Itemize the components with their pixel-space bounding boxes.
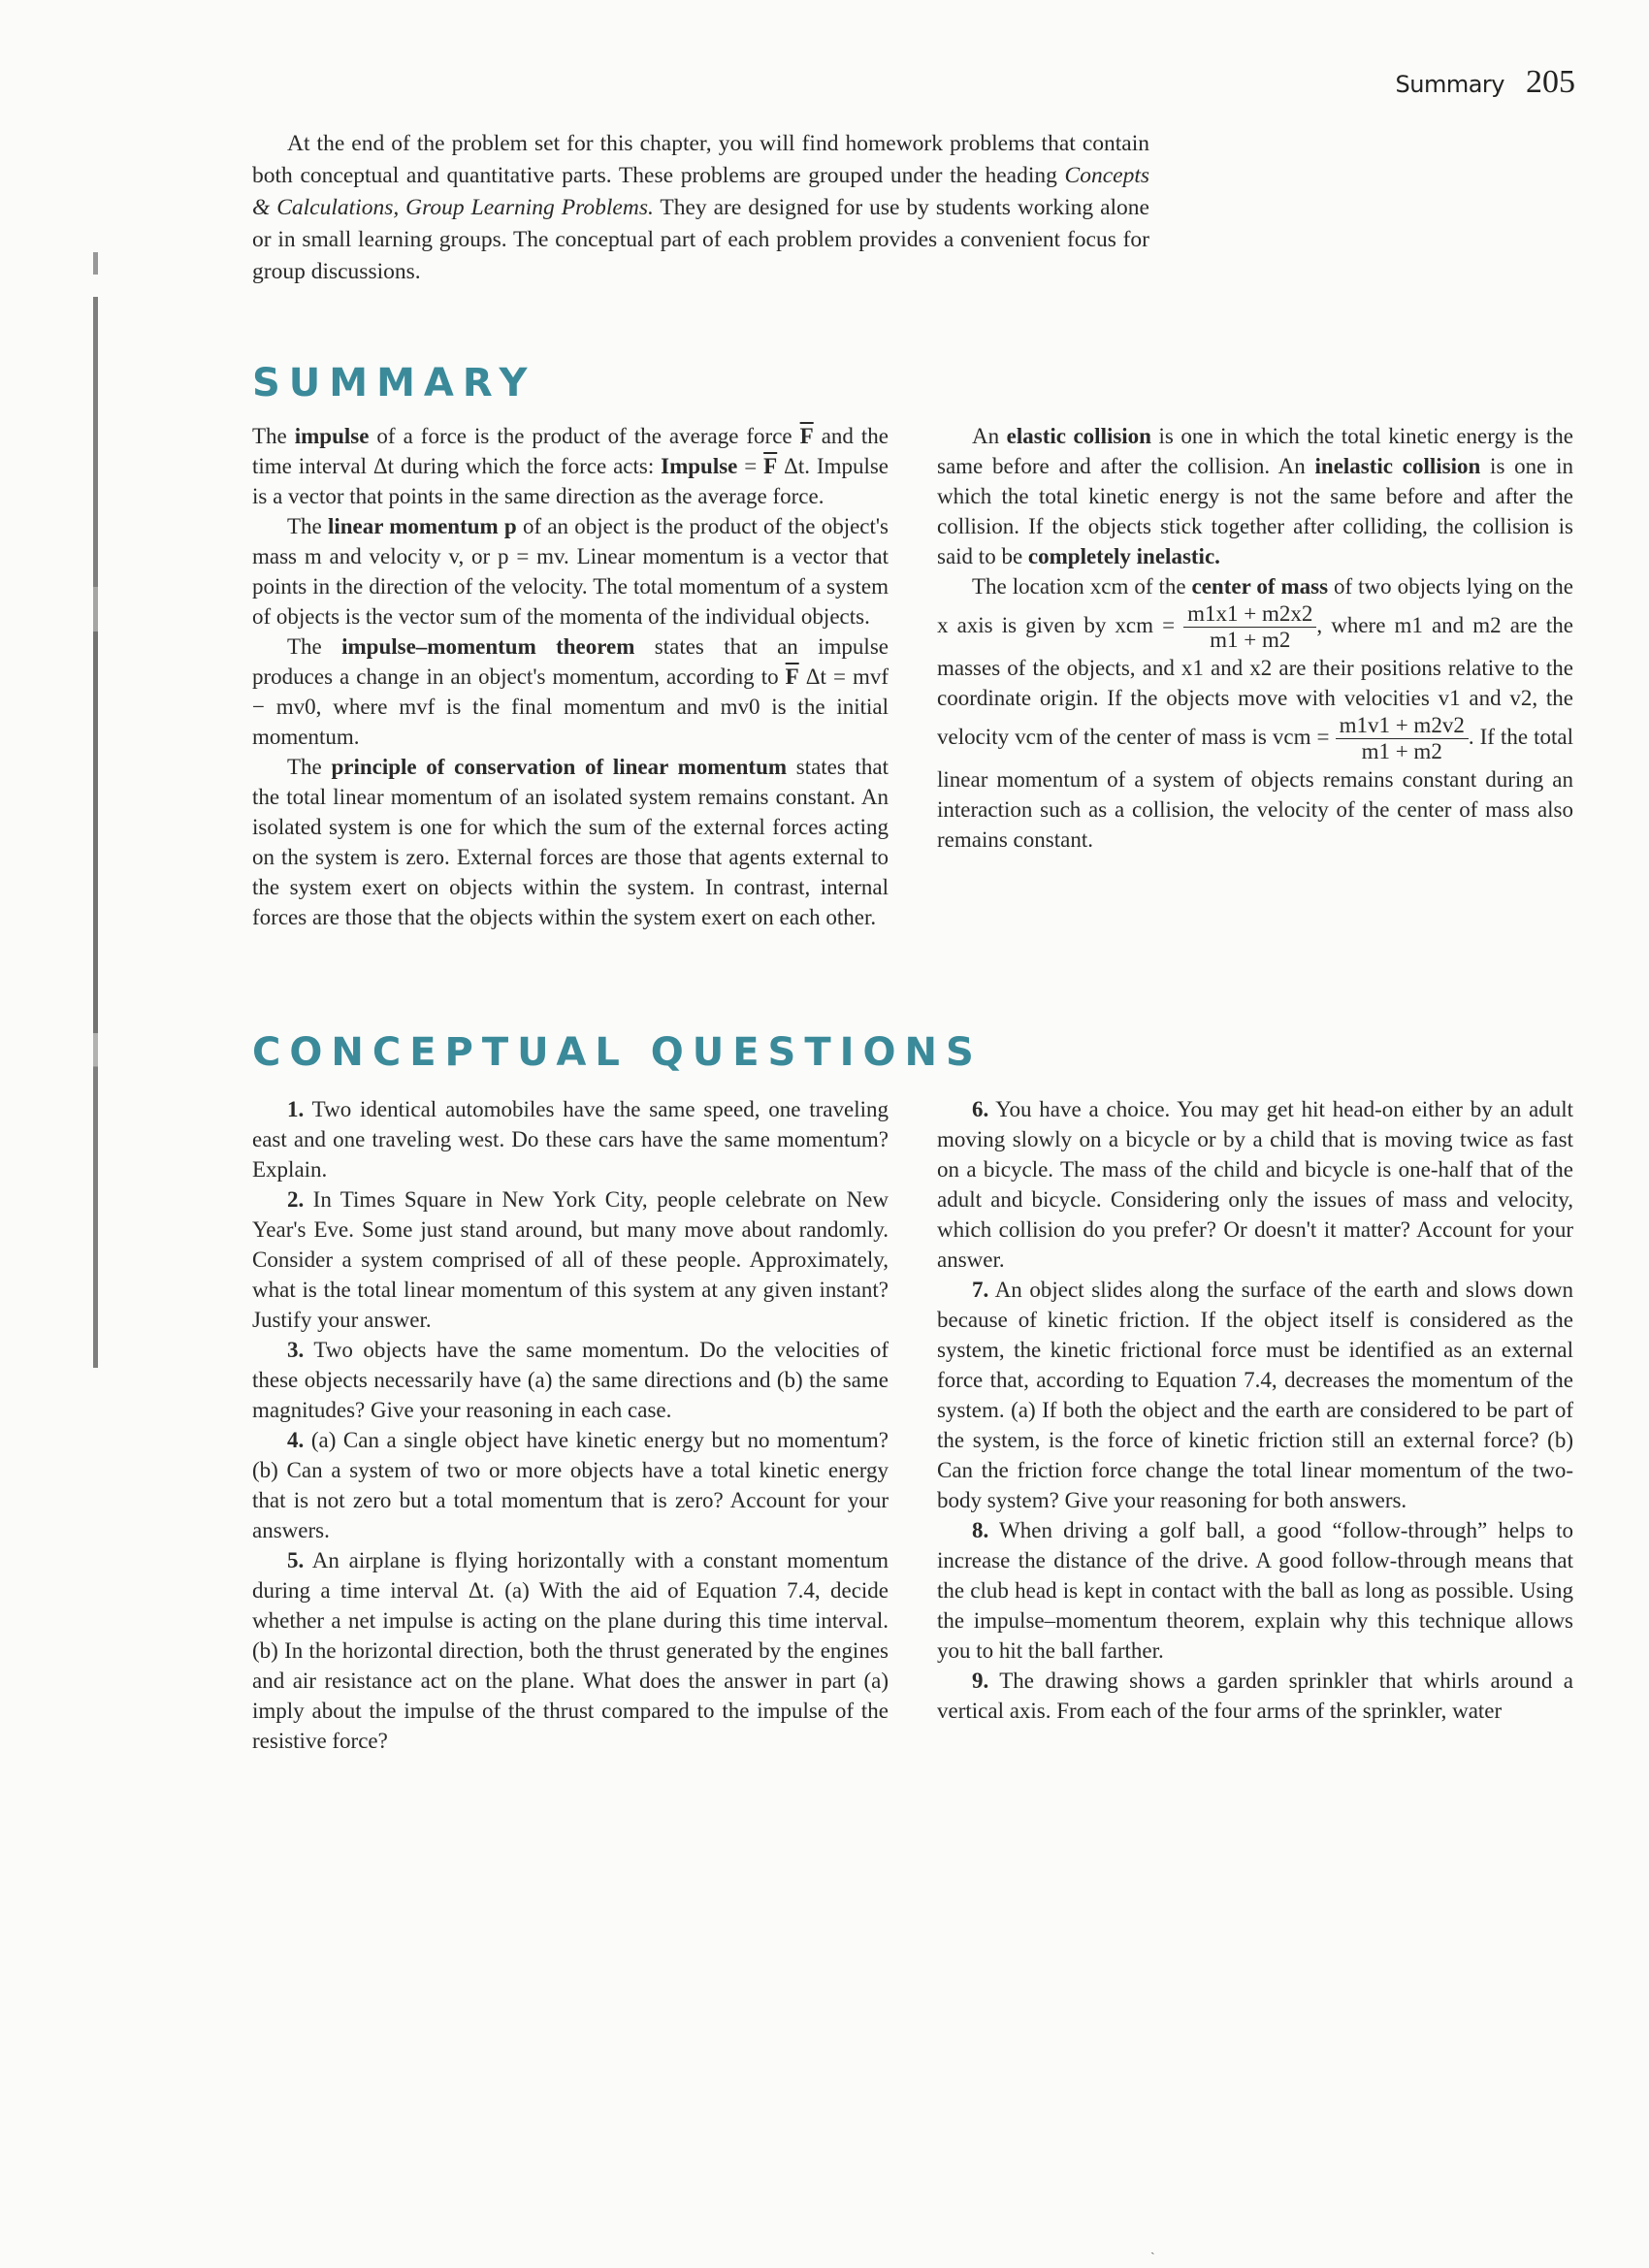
question-item: 9. The drawing shows a garden sprinkler that whirls around a vertical axis. From each of the four arms of the sprinkler, water: [937, 1669, 1573, 1723]
center-of-mass-position-formula: $\frac{m1x1 + m2x2}{m1 + m2}$: [1183, 601, 1316, 653]
intro-text: At the end of the problem set for this chapter, you will find homework problems that contain both conceptual and quantitative parts. These problems are grouped under the heading: [252, 131, 1149, 188]
summary-paragraph-momentum: The linear momentum p of an object is the product of the object's mass m and velocity v, or p = mv. Linear momentum is a vector that points in the direction of the velocity. The total momentum of a system of objects is the vector sum of the momenta of the individual objects.: [252, 514, 889, 629]
center-of-mass-velocity-formula: $\frac{m1v1 + m2v2}{m1 + m2}$: [1336, 713, 1469, 764]
page-number: 205: [1526, 64, 1575, 100]
term-conservation-of-momentum: principle of conservation of linear momentum: [331, 755, 788, 779]
questions-column-left: [252, 1094, 889, 1756]
term-linear-momentum: linear momentum p: [327, 514, 517, 538]
intro-paragraph: [252, 128, 1149, 288]
question-item: 8. When driving a golf ball, a good “follow-through” helps to increase the distance of the drive. A good follow-through means that the club head is kept in contact with the ball as long as possible. Using the impulse–momentum theorem, explain why this technique allows you to hit the ball farther.: [937, 1518, 1573, 1663]
question-item: 2. In Times Square in New York City, people celebrate on New Year's Eve. Some just stand around, but many move about randomly. Consider a system comprised of all of these people. Approximately, what is the total linear momentum of this system at any given instant? Justify your answer.: [252, 1187, 889, 1332]
conceptual-questions-heading: CONCEPTUAL QUESTIONS: [252, 1030, 983, 1075]
summary-heading: SUMMARY: [252, 361, 536, 405]
term-elastic-collision: elastic collision: [1006, 424, 1151, 448]
summary-paragraph-theorem: The impulse–momentum theorem states that an impulse produces a change in an object's momentum, according to $\overline{F}$ Δt = mvf − mv0, where mvf is the final momentum and mv0 is the initial momentum.: [252, 634, 889, 749]
question-item: 7. An object slides along the surface of the earth and slows down because of kinetic friction. If the object itself is considered as the system, the kinetic frictional force must be identified as an external force that, according to Equation 7.4, decreases the momentum of the system. (a) If both the object and the earth are considered to be part of the system, is the force of kinetic friction still an external force? (b) Can the friction force change the total linear momentum of the two-body system? Give your reasoning for both answers.: [937, 1278, 1574, 1512]
summary-column-left: [252, 421, 889, 932]
summary-paragraph-center-of-mass: The location xcm of the center of mass of two objects lying on the x axis is given by xcm = $\frac{m1x1 + m2x2}{m1 + m2}$ , where m1 and m2 are the masses of the objects, and x1 and x2 are their positions relative to the coordinate origin. If the objects move with velocities v1 and v2, the velocity vcm of the center of mass is vcm = $\frac{m1v1 + m2v2}{m1 + m2}$ . If the total linear momentum of a system of objects remains constant during an interaction such as a collision, the velocity of the center of mass also remains constant.: [937, 574, 1573, 852]
summary-paragraph-impulse: The impulse of a force is the product of the average force $\overline{F}$ and the time interval Δt during which the force acts: Impulse = $\overline{F}$ Δt. Impulse is a vector that points in the same direction as the average force.: [252, 424, 889, 508]
intro-text-continued: They are designed for use by students working alone or in small learning groups. The conceptual part of each problem provides a convenient focus for group discussions.: [252, 195, 1149, 284]
summary-paragraph-conservation: The principle of conservation of linear momentum states that the total linear momentum of an isolated system remains constant. An isolated system is one for which the sum of the external forces acting on the system is zero. External forces are those that agents external to the system exert on objects within the system. In contrast, internal forces are those that the objects within the system exert on each other.: [252, 755, 889, 929]
average-force-symbol: $\overline{F}$: [785, 664, 799, 689]
questions-column-right: [937, 1094, 1573, 1726]
page-header: [1396, 64, 1575, 101]
term-impulse-definition: Impulse: [661, 454, 738, 478]
question-item: 5. An airplane is flying horizontally with a constant momentum during a time interval Δt. (a) With the aid of Equation 7.4, decide whether a net impulse is acting on the plane during this time interval. (b) In the horizontal direction, both the thrust generated by the engines and air resistance act on the plane. What does the answer in part (a) imply about the impulse of the thrust compared to the impulse of the resistive force?: [252, 1548, 889, 1753]
term-impulse: impulse: [294, 424, 370, 448]
average-force-symbol: $\overline{F}$: [799, 424, 814, 448]
term-inelastic-collision: inelastic collision: [1314, 454, 1481, 478]
summary-paragraph-collisions: An elastic collision is one in which the total kinetic energy is the same before and after the collision. An inelastic collision is one in which the total kinetic energy is not the same before and after the collision. If the objects stick together after colliding, the collision is said to be completely inelastic.: [937, 424, 1573, 568]
binding-shadow: [93, 252, 98, 1368]
question-item: 6. You have a choice. You may get hit head-on either by an adult moving slowly on a bicycle or by a child that is moving twice as fast on a bicycle. The mass of the child and bicycle is one-half that of the adult and bicycle. Considering only the issues of mass and velocity, which collision do you prefer? Or doesn't it matter? Account for your answer.: [937, 1097, 1573, 1272]
intro-italic-heading: Concepts & Calculations, Group Learning Problems.: [252, 163, 1149, 220]
question-item: 4. (a) Can a single object have kinetic energy but no momentum? (b) Can a system of two or more objects have a total kinetic energy that is not zero but a total momentum that is zero? Account for your answers.: [252, 1428, 889, 1542]
question-item: 1. Two identical automobiles have the same speed, one traveling east and one traveling west. Do these cars have the same momentum? Explain.: [252, 1097, 889, 1182]
running-head: Summary: [1395, 71, 1504, 98]
average-force-symbol: $\overline{F}$: [763, 454, 778, 478]
term-completely-inelastic: completely inelastic.: [1027, 544, 1220, 568]
term-center-of-mass: center of mass: [1191, 574, 1329, 599]
scan-speck: ˎ: [1150, 2241, 1155, 2255]
term-impulse-momentum-theorem: impulse–momentum theorem: [341, 634, 635, 659]
summary-column-right: [937, 421, 1573, 855]
question-item: 3. Two objects have the same momentum. Do the velocities of these objects necessarily have (a) the same directions and (b) the same magnitudes? Give your reasoning in each case.: [252, 1338, 889, 1422]
